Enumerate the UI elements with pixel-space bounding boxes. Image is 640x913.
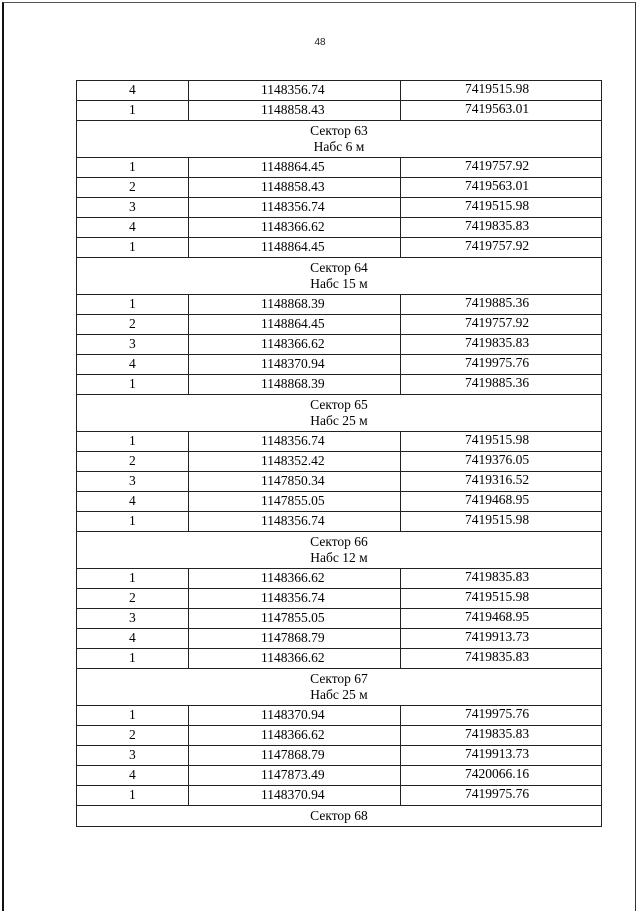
point-number-cell: 1 (77, 432, 189, 452)
x-coordinate-cell: 1148370.94 (189, 786, 401, 806)
table-row (77, 786, 602, 806)
y-coordinate-cell: 7419515.98 (401, 589, 602, 609)
sector-height: Набс 25 м (310, 413, 368, 428)
x-coordinate-cell: 1148858.43 (189, 178, 401, 198)
point-number-cell: 3 (77, 609, 189, 629)
point-number-cell: 1 (77, 238, 189, 258)
table-row (77, 158, 602, 178)
sector-header-cell (77, 669, 602, 706)
y-coordinate-cell: 7419563.01 (401, 178, 602, 198)
point-number-cell: 1 (77, 375, 189, 395)
x-coordinate-cell: 1148868.39 (189, 375, 401, 395)
page-number: 48 (314, 37, 326, 48)
x-coordinate-cell: 1148858.43 (189, 101, 401, 121)
coordinates-table (76, 80, 602, 827)
x-coordinate-cell: 1148356.74 (189, 81, 401, 101)
y-coordinate-cell: 7419835.83 (401, 335, 602, 355)
point-number-cell: 3 (77, 198, 189, 218)
x-coordinate-cell: 1148864.45 (189, 158, 401, 178)
x-coordinate-cell: 1147855.05 (189, 492, 401, 512)
sector-header-row (77, 806, 602, 827)
table-row (77, 81, 602, 101)
point-number-cell: 1 (77, 569, 189, 589)
table-row (77, 432, 602, 452)
sector-height: Набс 6 м (313, 139, 365, 154)
sector-header-row (77, 532, 602, 569)
table-row (77, 746, 602, 766)
y-coordinate-cell: 7419757.92 (401, 315, 602, 335)
sector-header-cell (77, 395, 602, 432)
y-coordinate-cell: 7419975.76 (401, 786, 602, 806)
x-coordinate-cell: 1148356.74 (189, 198, 401, 218)
coordinates-table-container (76, 80, 601, 827)
x-coordinate-cell: 1148366.62 (189, 218, 401, 238)
x-coordinate-cell: 1147873.49 (189, 766, 401, 786)
table-row (77, 706, 602, 726)
sector-header-cell (77, 258, 602, 295)
point-number-cell: 1 (77, 101, 189, 121)
sector-title: Сектор 65 (310, 397, 368, 412)
table-row (77, 589, 602, 609)
y-coordinate-cell: 7419757.92 (401, 238, 602, 258)
sector-header-row (77, 669, 602, 706)
x-coordinate-cell: 1148366.62 (189, 649, 401, 669)
point-number-cell: 4 (77, 218, 189, 238)
point-number-cell: 2 (77, 178, 189, 198)
coordinates-table-body (77, 81, 602, 827)
x-coordinate-cell: 1148864.45 (189, 315, 401, 335)
point-number-cell: 1 (77, 706, 189, 726)
table-row (77, 766, 602, 786)
y-coordinate-cell: 7419316.52 (401, 472, 602, 492)
sector-height: Набс 12 м (310, 550, 368, 565)
y-coordinate-cell: 7419835.83 (401, 569, 602, 589)
point-number-cell: 3 (77, 746, 189, 766)
sector-header-cell (77, 532, 602, 569)
sector-header-cell (77, 806, 602, 827)
point-number-cell: 2 (77, 315, 189, 335)
x-coordinate-cell: 1148868.39 (189, 295, 401, 315)
sector-header-row (77, 121, 602, 158)
y-coordinate-cell: 7419885.36 (401, 295, 602, 315)
point-number-cell: 1 (77, 786, 189, 806)
y-coordinate-cell: 7419835.83 (401, 218, 602, 238)
sector-title: Сектор 64 (310, 260, 368, 275)
point-number-cell: 2 (77, 726, 189, 746)
sector-title: Сектор 63 (310, 123, 368, 138)
sector-title: Сектор 66 (310, 534, 368, 549)
y-coordinate-cell: 7419757.92 (401, 158, 602, 178)
point-number-cell: 4 (77, 355, 189, 375)
table-row (77, 452, 602, 472)
y-coordinate-cell: 7419835.83 (401, 649, 602, 669)
x-coordinate-cell: 1148356.74 (189, 512, 401, 532)
table-row (77, 238, 602, 258)
y-coordinate-cell: 7419376.05 (401, 452, 602, 472)
y-coordinate-cell: 7419975.76 (401, 706, 602, 726)
table-row (77, 472, 602, 492)
table-row (77, 649, 602, 669)
y-coordinate-cell: 7419885.36 (401, 375, 602, 395)
point-number-cell: 4 (77, 81, 189, 101)
y-coordinate-cell: 7419515.98 (401, 512, 602, 532)
table-row (77, 218, 602, 238)
table-row (77, 726, 602, 746)
x-coordinate-cell: 1148370.94 (189, 355, 401, 375)
point-number-cell: 1 (77, 512, 189, 532)
y-coordinate-cell: 7419913.73 (401, 746, 602, 766)
sector-header-cell (77, 121, 602, 158)
x-coordinate-cell: 1147868.79 (189, 629, 401, 649)
y-coordinate-cell: 7419913.73 (401, 629, 602, 649)
y-coordinate-cell: 7420066.16 (401, 766, 602, 786)
point-number-cell: 2 (77, 589, 189, 609)
point-number-cell: 4 (77, 492, 189, 512)
x-coordinate-cell: 1148370.94 (189, 706, 401, 726)
table-row (77, 178, 602, 198)
table-row (77, 198, 602, 218)
y-coordinate-cell: 7419563.01 (401, 101, 602, 121)
table-row (77, 569, 602, 589)
table-row (77, 101, 602, 121)
y-coordinate-cell: 7419515.98 (401, 198, 602, 218)
y-coordinate-cell: 7419515.98 (401, 81, 602, 101)
sector-header-row (77, 258, 602, 295)
point-number-cell: 4 (77, 766, 189, 786)
table-row (77, 512, 602, 532)
sector-height: Набс 25 м (310, 687, 368, 702)
x-coordinate-cell: 1148352.42 (189, 452, 401, 472)
sector-title: Сектор 68 (310, 808, 368, 823)
table-row (77, 629, 602, 649)
x-coordinate-cell: 1147855.05 (189, 609, 401, 629)
x-coordinate-cell: 1148864.45 (189, 238, 401, 258)
y-coordinate-cell: 7419975.76 (401, 355, 602, 375)
sector-height: Набс 15 м (310, 276, 368, 291)
x-coordinate-cell: 1148366.62 (189, 569, 401, 589)
point-number-cell: 4 (77, 629, 189, 649)
y-coordinate-cell: 7419835.83 (401, 726, 602, 746)
x-coordinate-cell: 1148356.74 (189, 589, 401, 609)
point-number-cell: 3 (77, 472, 189, 492)
table-row (77, 609, 602, 629)
table-row (77, 355, 602, 375)
point-number-cell: 1 (77, 158, 189, 178)
sector-header-row (77, 395, 602, 432)
y-coordinate-cell: 7419468.95 (401, 492, 602, 512)
point-number-cell: 3 (77, 335, 189, 355)
y-coordinate-cell: 7419515.98 (401, 432, 602, 452)
table-row (77, 375, 602, 395)
point-number-cell: 1 (77, 295, 189, 315)
table-row (77, 295, 602, 315)
sector-title: Сектор 67 (310, 671, 368, 686)
table-row (77, 492, 602, 512)
table-row (77, 315, 602, 335)
point-number-cell: 2 (77, 452, 189, 472)
x-coordinate-cell: 1148366.62 (189, 726, 401, 746)
x-coordinate-cell: 1148356.74 (189, 432, 401, 452)
x-coordinate-cell: 1148366.62 (189, 335, 401, 355)
table-row (77, 335, 602, 355)
y-coordinate-cell: 7419468.95 (401, 609, 602, 629)
point-number-cell: 1 (77, 649, 189, 669)
x-coordinate-cell: 1147868.79 (189, 746, 401, 766)
x-coordinate-cell: 1147850.34 (189, 472, 401, 492)
